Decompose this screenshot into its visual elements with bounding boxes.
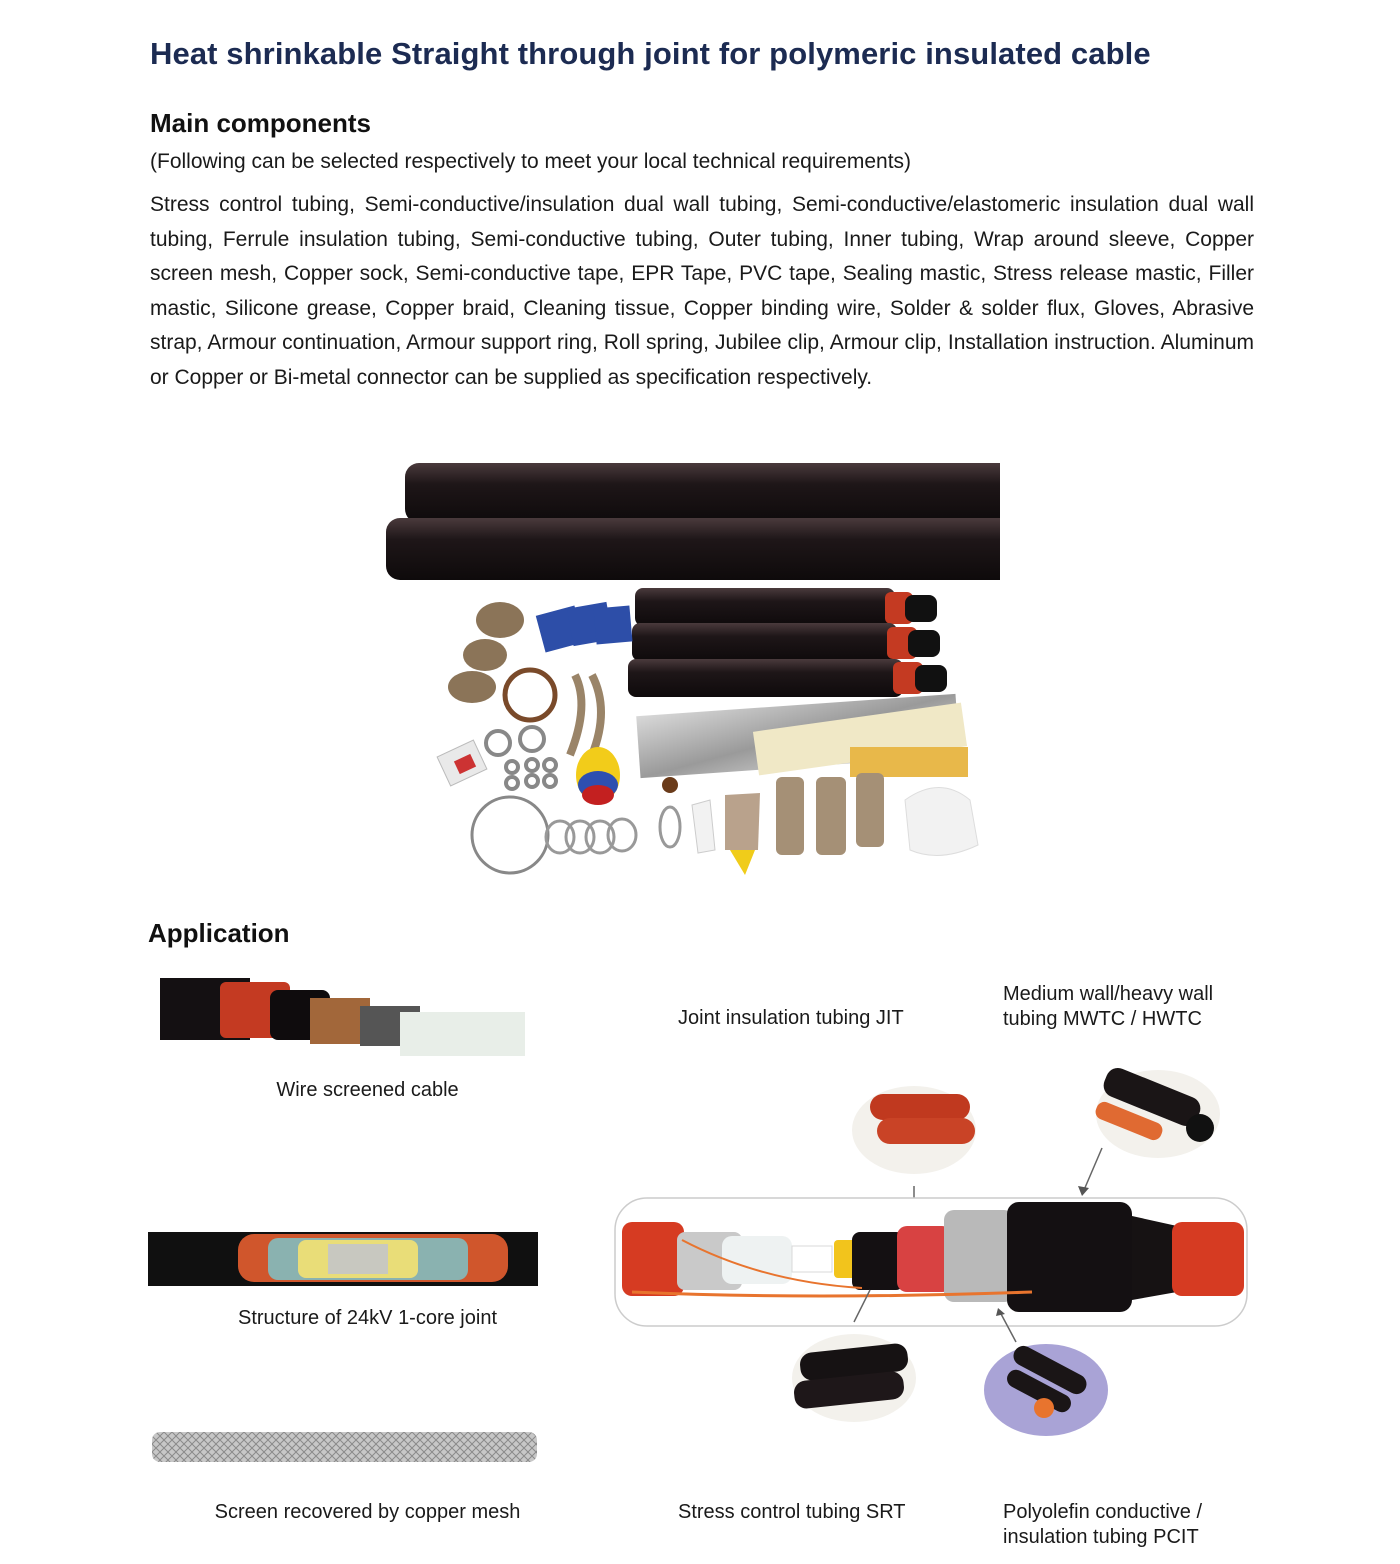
connector-icon [662,777,678,793]
armour-braid-icon [776,773,884,855]
caption-jit: Joint insulation tubing JIT [678,1007,904,1029]
joint-structure-photo [148,1228,538,1290]
caption-srt: Stress control tubing SRT [678,1501,906,1523]
caption-mwtc-line1: Medium wall/heavy wall [1003,983,1214,1005]
gloves-icon [905,788,978,856]
main-components-heading: Main components [150,108,372,138]
srt-tubing-icon [792,1334,916,1422]
caption-structure-joint: Structure of 24kV 1-core joint [237,1307,497,1329]
kit-components-photo [380,455,1000,885]
copper-braid-icon [570,675,581,755]
large-tube-icon [386,518,1000,580]
jit-tubing-icon [852,1086,976,1174]
wire-screened-cable-photo [160,976,525,1066]
roll-spring-icon [546,819,636,853]
sealing-mastic-icon [850,747,968,777]
main-components-intro: (Following can be selected respectively to meet your local technical requirements) [150,150,912,173]
copper-mesh-photo [152,1428,537,1468]
copper-binding-wire-icon [505,670,555,720]
caption-screen-recovered: Screen recovered by copper mesh [214,1501,521,1523]
large-tube-icon [405,463,1000,523]
main-components-body: Stress control tubing, Semi-conductive/insulation dual wall tubing, Semi-conductive/elastomeric insulation dual wall tubing, Ferrule insulation tubing, Semi-conductive tubing, Outer tubing, Inner tubing, Wrap around sleeve, Copper screen mesh, Copper sock, Semi-conductive tape, EPR Tape, PVC tape, Sealing mastic, Stress release mastic, Filler mastic, Silicone grease, Copper braid, Cleaning tissue, Copper binding wire, Solder & solder flux, Gloves, Abrasive strap, Armour continuation, Armour support ring, Roll spring, Jubilee clip, Armour clip, Installation instruction. Aluminum or Copper or Bi-metal connector can be supplied as specification respectively. [150,193,1254,389]
pcit-tubing-icon [984,1342,1108,1436]
armour-rings-icon [486,727,556,789]
application-heading: Application [148,918,290,948]
jubilee-clip-icon [472,797,548,873]
caption-mwtc-line2: tubing MWTC / HWTC [1003,1008,1202,1030]
page-title: Heat shrinkable Straight through joint for polymeric insulated cable [150,36,1151,71]
caption-pcit-line1: Polyolefin conductive / [1003,1501,1203,1523]
copper-sock-icon [448,602,524,703]
cleaning-tissue-icon [536,602,633,653]
caption-pcit-line2: insulation tubing PCIT [1003,1526,1199,1548]
dual-wall-tubes-icon [628,588,947,697]
mwtc-tubing-icon [1093,1064,1220,1158]
pvc-tape-icon [576,747,620,805]
abrasive-strap-icon [725,793,760,850]
joint-cutaway-diagram [612,1060,1252,1445]
caption-wire-screened-cable: Wire screened cable [276,1079,459,1101]
